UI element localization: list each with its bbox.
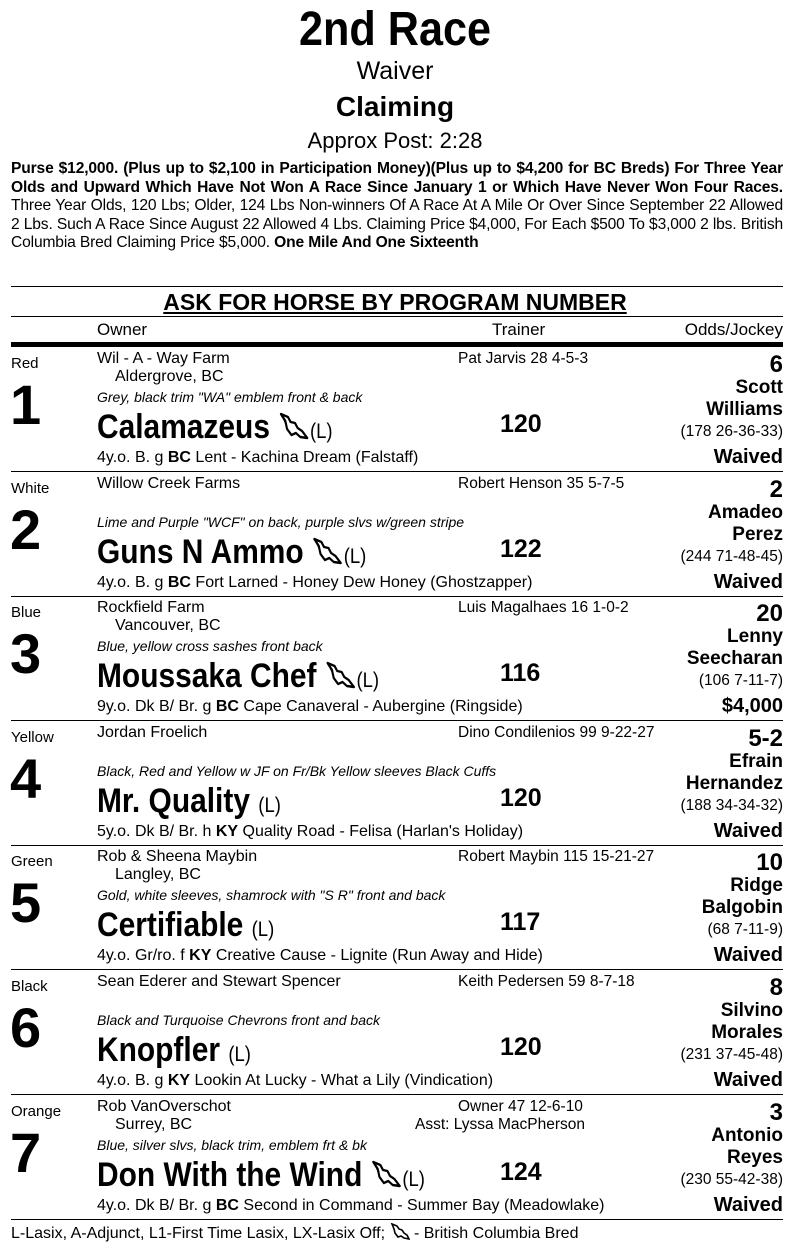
- medication: (L): [343, 544, 367, 568]
- breeding-line: [97, 947, 543, 965]
- conditions-distance: One Mile And One Sixteenth: [274, 234, 479, 252]
- jockey-name: [686, 751, 783, 795]
- program-number: 4: [10, 746, 42, 810]
- post-time: Approx Post: 2:28: [307, 128, 483, 153]
- morning-line-odds: 20: [756, 600, 783, 628]
- jockey-stats: (230 55-42-38): [680, 1170, 783, 1188]
- claim-status: $4,000: [721, 695, 783, 718]
- legend-text: L-Lasix, A-Adjunct, L1-First Time Lasix, LX-Lasix Off;: [11, 1225, 386, 1242]
- claim-status: Waived: [713, 1193, 783, 1216]
- pedigree: Fort Larned - Honey Dew Honey (Ghostzapper): [190, 573, 533, 591]
- owner-location: Aldergrove, BC: [115, 368, 224, 385]
- divider: [11, 316, 783, 317]
- jockey-first: Amadeo: [708, 501, 783, 523]
- jockey-stats: (68 7-11-9): [707, 921, 783, 939]
- claim-status: Waived: [713, 446, 783, 468]
- saddle-color: Yellow: [11, 728, 54, 746]
- jockey-last: Seecharan: [686, 648, 783, 670]
- saddle-color: Black: [11, 978, 48, 995]
- column-odds-jockey: Odds/Jockey: [684, 320, 783, 339]
- pedigree: Second in Command - Summer Bay (Meadowlake): [238, 1196, 605, 1214]
- pedigree: Creative Cause - Lignite (Run Away and Hide): [211, 947, 543, 965]
- jockey-first: Ridge: [730, 875, 783, 897]
- horse-name-line: [97, 781, 281, 826]
- assistant-trainer: Asst: Lyssa MacPherson: [415, 1115, 585, 1133]
- owner-name: Sean Ederer and Stewart Spencer: [97, 973, 341, 990]
- program-number: 1: [10, 373, 42, 436]
- age-sex: 4y.o. Dk B/ Br. g: [97, 1196, 216, 1214]
- jockey-first: Scott: [735, 377, 783, 398]
- morning-line-odds: 10: [756, 849, 783, 877]
- horse-name-line: [97, 532, 366, 577]
- jockey-name: [711, 1000, 783, 1044]
- breeding-line: [97, 823, 523, 841]
- bc-legend-text: - British Columbia Bred: [409, 1225, 579, 1242]
- weight: 124: [500, 1157, 542, 1186]
- race-waiver: Waiver: [356, 57, 434, 85]
- bred-origin: BC: [215, 698, 239, 716]
- bred-origin: KY: [167, 1072, 191, 1089]
- bred-origin: KY: [215, 822, 239, 840]
- saddle-color: Green: [11, 853, 53, 871]
- horse-name-line: [97, 905, 274, 950]
- jockey-first: Lenny: [727, 626, 783, 648]
- footer-legend: [11, 1223, 578, 1247]
- jockey-stats: (188 34-34-32): [680, 796, 783, 814]
- program-number: 6: [10, 996, 42, 1059]
- horse-name-line: [97, 656, 379, 701]
- entry-divider: [11, 1219, 783, 1220]
- entry-row: [0, 347, 790, 471]
- race-conditions: [11, 160, 783, 253]
- silks-description: Lime and Purple "WCF" on back, purple slvs w/green stripe: [97, 513, 465, 530]
- jockey-stats: (244 71-48-45): [680, 547, 783, 565]
- owner-name: Wil - A - Way Farm: [97, 350, 230, 367]
- medication: (L): [251, 918, 275, 942]
- morning-line-odds: 3: [769, 1098, 783, 1126]
- divider: [11, 286, 783, 287]
- owner-name: Rockfield Farm: [97, 599, 205, 617]
- jockey-first: Silvino: [720, 1000, 783, 1021]
- age-sex: 4y.o. B. g: [97, 1072, 168, 1089]
- race-title: 2nd Race: [298, 3, 492, 56]
- weight: 120: [500, 1033, 542, 1061]
- owner-name: Willow Creek Farms: [97, 474, 241, 492]
- trainer: Robert Maybin 115 15-21-27: [458, 848, 655, 866]
- column-owner: Owner: [97, 320, 148, 339]
- owner-name: Jordan Froelich: [97, 723, 208, 741]
- entry-row: [0, 472, 790, 596]
- owner-location: Vancouver, BC: [115, 617, 221, 635]
- silks-description: Blue, yellow cross sashes front back: [97, 638, 323, 655]
- claim-status: Waived: [713, 944, 783, 967]
- jockey-last: Hernandez: [685, 772, 783, 794]
- claim-status: Waived: [713, 1069, 783, 1091]
- program-number: 5: [10, 871, 42, 935]
- bc-province-icon: [390, 1223, 410, 1247]
- jockey-stats: (231 37-45-48): [680, 1046, 783, 1063]
- trainer: Dino Condilenios 99 9-22-27: [458, 723, 655, 741]
- horse-name-line: [97, 407, 333, 452]
- morning-line-odds: 8: [769, 974, 783, 1001]
- owner-location: Langley, BC: [115, 866, 201, 884]
- trainer: Pat Jarvis 28 4-5-3: [458, 350, 589, 367]
- silks-description: Black and Turquoise Chevrons front and back: [97, 1012, 381, 1028]
- weight: 120: [500, 783, 542, 812]
- horse-name: Knopfler: [97, 1031, 221, 1069]
- weight: 117: [500, 908, 541, 937]
- bc-province-icon: [325, 660, 357, 700]
- weight: 116: [500, 659, 541, 688]
- jockey-stats: (178 26-36-33): [680, 423, 783, 440]
- entry-row: [0, 845, 790, 969]
- pedigree: Cape Canaveral - Aubergine (Ringside): [238, 698, 523, 716]
- bred-origin: KY: [189, 947, 212, 965]
- morning-line-odds: 5-2: [748, 724, 783, 752]
- jockey-name: [711, 1125, 783, 1169]
- jockey-last: Balgobin: [701, 897, 783, 919]
- jockey-name: [708, 502, 783, 546]
- claim-status: Waived: [713, 819, 783, 842]
- breeding-line: [97, 574, 532, 592]
- entry-row: [0, 970, 790, 1094]
- morning-line-odds: 6: [769, 351, 783, 378]
- owner-name: Rob VanOverschot: [97, 1097, 231, 1115]
- trainer: Owner 47 12-6-10: [458, 1097, 583, 1115]
- owner-location: Surrey, BC: [115, 1115, 193, 1133]
- jockey-name: [702, 875, 783, 919]
- medication: (L): [309, 420, 333, 443]
- horse-name: Certifiable: [97, 906, 244, 945]
- horse-name: Don With the Wind: [97, 1155, 363, 1194]
- conditions-weights: Three Year Olds, 120 Lbs; Older, 124 Lbs Non-winners Of A Race At A Mile Or Over Since September 22 Allowed 2 Lbs. Such A Race Since August 22 Allowed 4 Lbs. Claiming Price $4,000, For Each $500 To $3,000 2 lbs. British Columbia Bred Claiming Price $5,000.: [11, 197, 783, 252]
- jockey-stats: (106 7-11-7): [698, 672, 783, 690]
- morning-line-odds: 2: [769, 475, 783, 503]
- age-sex: 4y.o. Gr/ro. f: [97, 947, 190, 965]
- pedigree: Quality Road - Felisa (Harlan's Holiday): [238, 822, 524, 840]
- trainer: Luis Magalhaes 16 1-0-2: [458, 599, 629, 617]
- silks-description: Black, Red and Yellow w JF on Fr/Bk Yellow sleeves Black Cuffs: [97, 762, 497, 779]
- horse-name-line: [97, 1155, 425, 1200]
- saddle-color: White: [11, 479, 50, 497]
- horse-name: Guns N Ammo: [97, 532, 304, 571]
- silks-description: Gold, white sleeves, shamrock with "S R" front and back: [97, 887, 446, 904]
- claim-status: Waived: [713, 570, 783, 593]
- horse-name: Mr. Quality: [97, 781, 250, 820]
- silks-description: Blue, silver slvs, black trim, emblem frt & bk: [97, 1136, 367, 1153]
- jockey-name: [706, 377, 783, 421]
- pedigree: Lent - Kachina Dream (Falstaff): [190, 449, 419, 466]
- breeding-line: [97, 449, 418, 467]
- race-type: Claiming: [335, 91, 455, 122]
- ask-banner: ASK FOR HORSE BY PROGRAM NUMBER: [163, 289, 627, 315]
- bred-origin: BC: [167, 449, 191, 466]
- horse-name-line: [97, 1030, 251, 1075]
- jockey-first: Antonio: [711, 1124, 783, 1146]
- entry-row: [0, 721, 790, 845]
- entry-row: [0, 596, 790, 720]
- bc-province-icon: [312, 536, 344, 576]
- weight: 122: [500, 534, 542, 563]
- pedigree: Lookin At Lucky - What a Lily (Vindication): [190, 1072, 494, 1089]
- jockey-name: [687, 626, 783, 670]
- bc-province-icon: [278, 411, 310, 451]
- saddle-color: Blue: [11, 604, 42, 622]
- medication: (L): [402, 1167, 425, 1191]
- jockey-last: Reyes: [727, 1146, 783, 1168]
- age-sex: 4y.o. B. g: [97, 449, 168, 466]
- program-number: 3: [10, 622, 42, 686]
- silks-description: Grey, black trim "WA" emblem front & back: [97, 389, 363, 405]
- age-sex: 9y.o. Dk B/ Br. g: [97, 698, 216, 716]
- entry-row: [0, 1095, 790, 1219]
- breeding-line: [97, 1072, 493, 1090]
- saddle-color: Red: [11, 355, 39, 372]
- trainer: Keith Pedersen 59 8-7-18: [458, 973, 635, 990]
- program-number: 7: [10, 1120, 42, 1184]
- horse-name: Calamazeus: [97, 408, 270, 446]
- horse-name: Moussaka Chef: [97, 657, 317, 696]
- conditions-purse: Purse $12,000. (Plus up to $2,100 in Participation Money)(Plus up to $4,200 for BC Breds) For Three Year Olds and Upward Which Have Not Won A Race Since January 1 or Which Have Never Won Four Races.: [11, 160, 783, 196]
- column-trainer: Trainer: [492, 320, 546, 339]
- owner-name: Rob & Sheena Maybin: [97, 848, 258, 866]
- medication: (L): [356, 669, 380, 693]
- trainer: Robert Henson 35 5-7-5: [458, 474, 625, 492]
- saddle-color: Orange: [11, 1102, 62, 1120]
- program-number: 2: [10, 497, 42, 561]
- breeding-line: [97, 698, 523, 716]
- medication: (L): [228, 1043, 251, 1066]
- jockey-last: Morales: [711, 1022, 783, 1043]
- bc-province-icon: [371, 1159, 403, 1199]
- breeding-line: [97, 1197, 604, 1215]
- age-sex: 4y.o. B. g: [97, 573, 168, 591]
- jockey-first: Efrain: [729, 750, 783, 772]
- age-sex: 5y.o. Dk B/ Br. h: [97, 822, 216, 840]
- jockey-last: Perez: [732, 523, 783, 545]
- jockey-last: Williams: [706, 399, 783, 420]
- bred-origin: BC: [167, 573, 191, 591]
- medication: (L): [258, 793, 281, 817]
- bred-origin: BC: [215, 1196, 239, 1214]
- weight: 120: [500, 410, 542, 438]
